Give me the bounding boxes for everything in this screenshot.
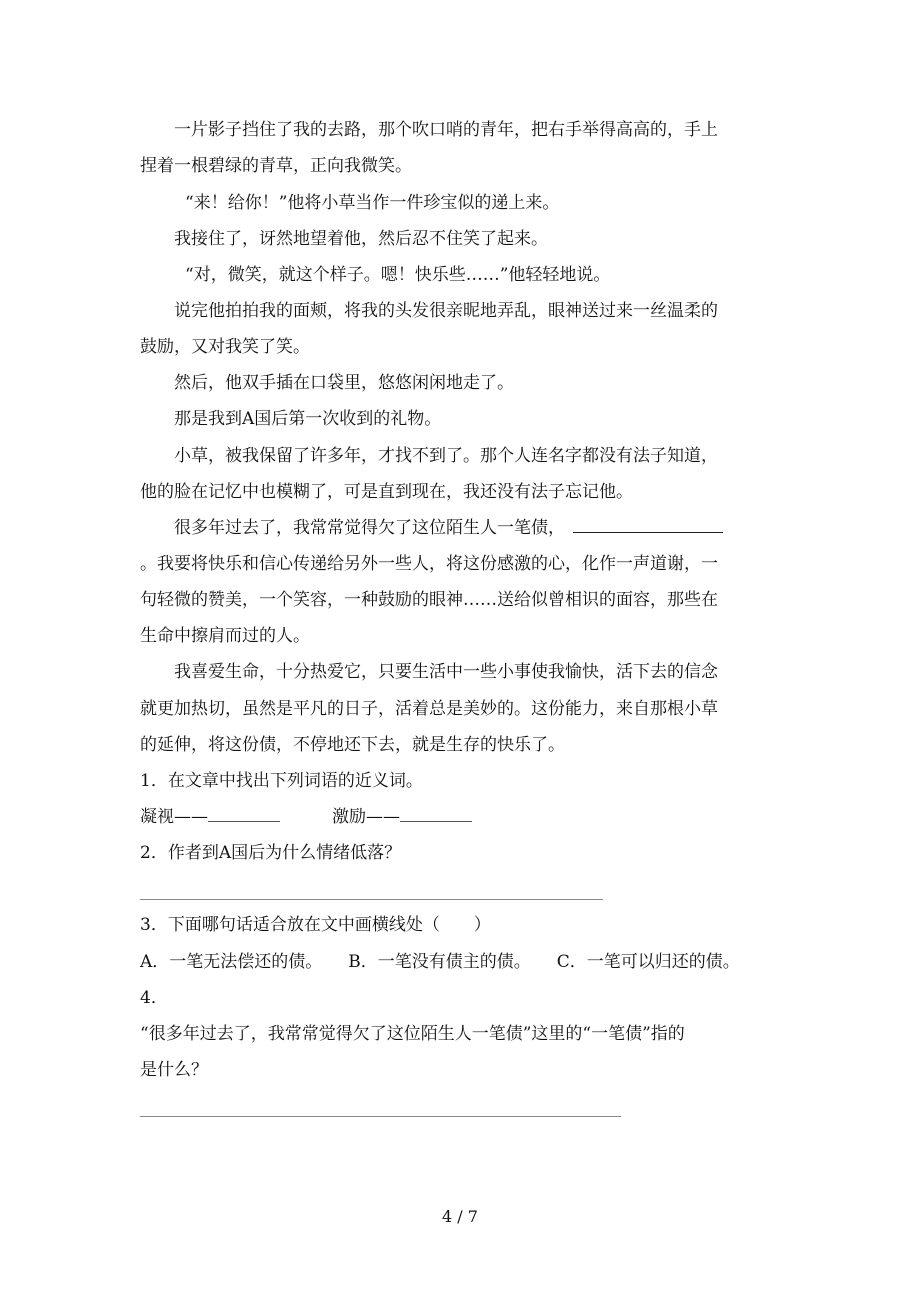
passage-text: 很多年过去了，我常常觉得欠了这位陌生人一笔债，: [174, 518, 565, 538]
passage-line: 句轻微的赞美，一个笑容，一种鼓励的眼神……送给似曾相识的面容，那些在: [140, 590, 718, 610]
passage-line: 我喜爱生命，十分热爱它，只要生活中一些小事使我愉快，活下去的信念: [174, 662, 718, 682]
passage-line: 那是我到A国后第一次收到的礼物。: [174, 409, 442, 429]
option-b[interactable]: B．一笔没有债主的债。: [348, 952, 531, 972]
question-2: 2．作者到A国后为什么情绪低落？: [140, 843, 402, 863]
passage-line: 说完他拍拍我的面颊，将我的头发很亲昵地弄乱，眼神送过来一丝温柔的: [174, 301, 718, 321]
question-4-cont: 是什么？: [140, 1060, 208, 1080]
question-1-words: [140, 807, 472, 827]
word-label: 凝视——: [140, 807, 208, 827]
answer-line[interactable]: [140, 1116, 621, 1117]
word-label: 激励——: [332, 807, 400, 827]
question-4-number: 4．: [140, 988, 168, 1008]
passage-line: 生命中擦肩而过的人。: [140, 626, 310, 646]
option-a[interactable]: A．一笔无法偿还的债。: [140, 952, 323, 972]
passage-line: [174, 518, 723, 538]
passage-line: “来！给你！”他将小草当作一件珍宝似的递上来。: [185, 193, 560, 213]
passage-line: 他的脸在记忆中也模糊了，可是直到现在，我还没有法子忘记他。: [140, 482, 633, 502]
passage-line: 小草，被我保留了许多年，才找不到了。那个人连名字都没有法子知道，: [174, 446, 718, 466]
answer-blank[interactable]: [400, 807, 472, 822]
passage-line: 一片影子挡住了我的去路，那个吹口哨的青年，把右手举得高高的，手上: [174, 120, 718, 140]
page-number: 4 / 7: [442, 1207, 478, 1226]
passage-line: 我接住了，讶然地望着他，然后忍不住笑了起来。: [174, 229, 548, 249]
option-c[interactable]: C．一笔可以归还的债。: [556, 952, 740, 972]
passage-line: 的延伸，将这份债，不停地还下去，就是生存的快乐了。: [140, 735, 565, 755]
question-3: 3．下面哪句话适合放在文中画横线处（ ）: [140, 915, 491, 935]
answer-line[interactable]: [140, 899, 603, 900]
passage-line: “对，微笑，就这个样子。嗯！快乐些……”他轻轻地说。: [185, 265, 611, 285]
passage-line: 鼓励，又对我笑了笑。: [140, 337, 310, 357]
answer-blank[interactable]: [208, 807, 280, 822]
passage-line: 捏着一根碧绿的青草，正向我微笑。: [140, 156, 412, 176]
question-4: “很多年过去了，我常常觉得欠了这位陌生人一笔债”这里的“一笔债”指的: [140, 1024, 685, 1044]
passage-line: 然后，他双手插在口袋里，悠悠闲闲地走了。: [174, 373, 514, 393]
question-3-options: [140, 952, 740, 972]
fill-in-blank[interactable]: [573, 518, 723, 533]
passage-line: 就更加热切，虽然是平凡的日子，活着总是美妙的。这份能力，来自那根小草: [140, 699, 718, 719]
passage-line: 。我要将快乐和信心传递给另外一些人，将这份感激的心，化作一声道谢，一: [140, 554, 718, 574]
question-1: 1．在文章中找出下列词语的近义词。: [140, 771, 423, 791]
